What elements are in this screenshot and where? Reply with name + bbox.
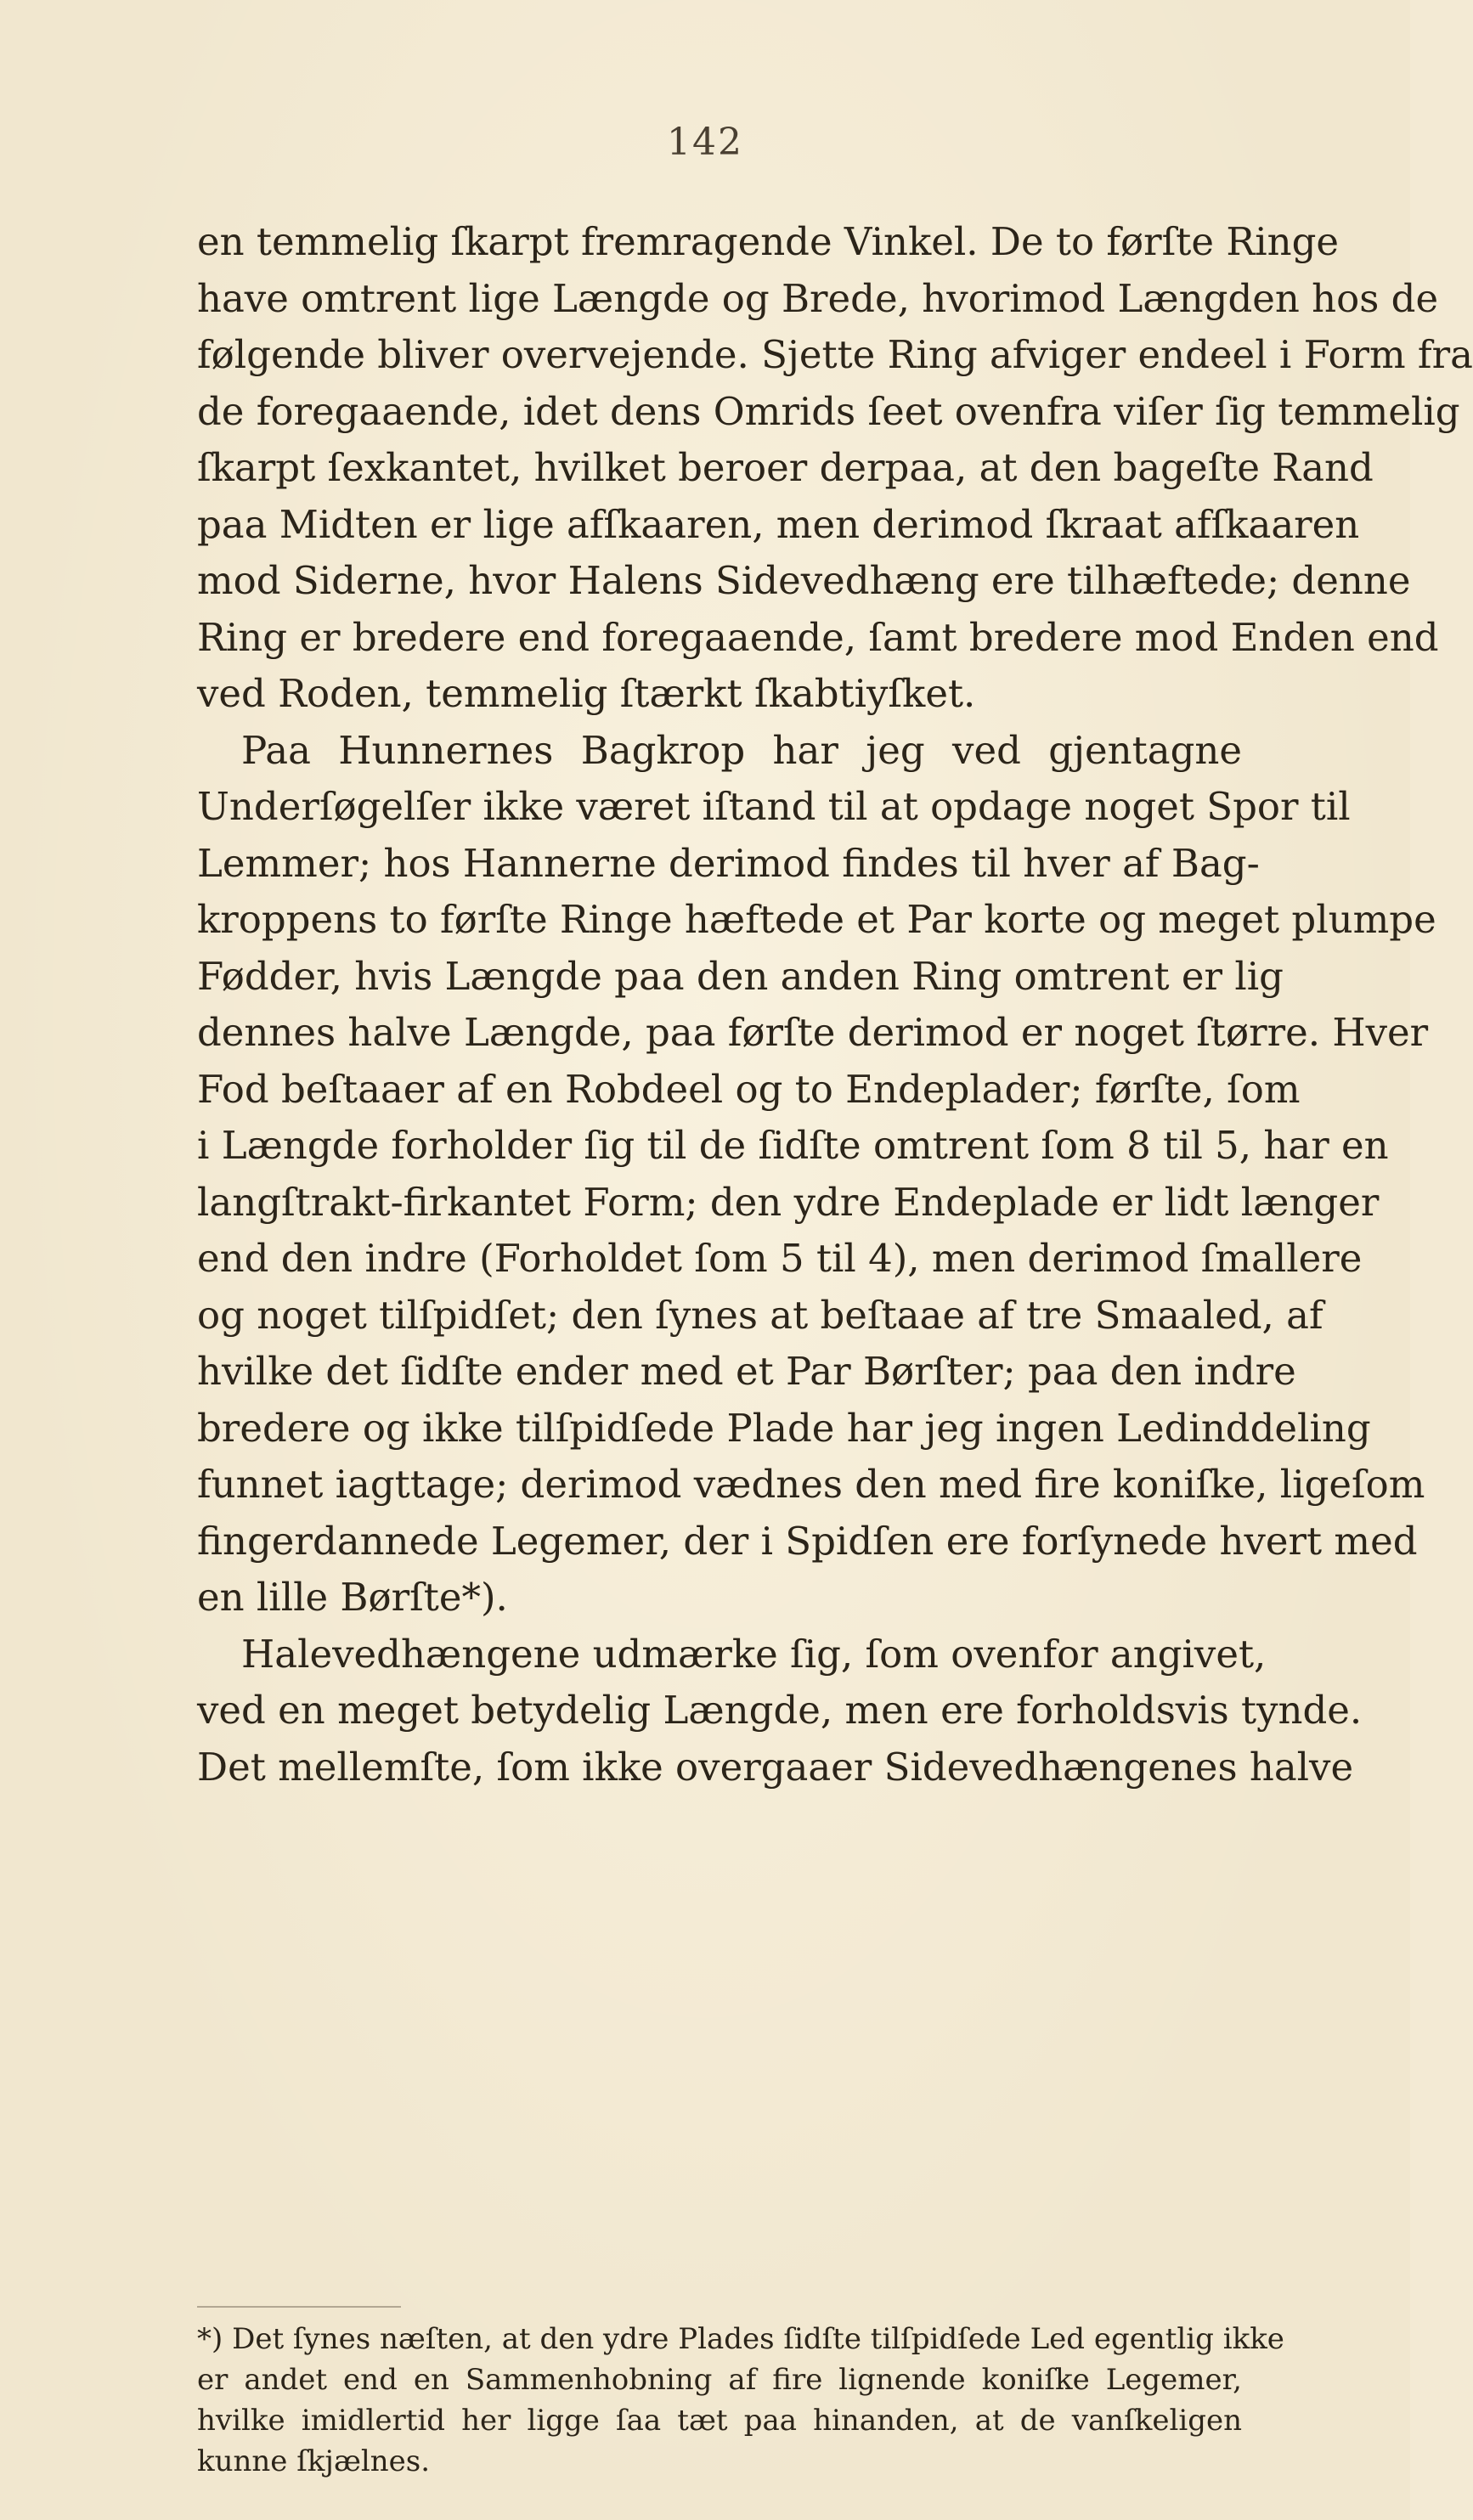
text-line: mod Siderne, hvor Halens Sidevedhæng ere tilhæftede; denne <box>197 558 1411 603</box>
footnote-line: er andet end en Sammenhobning af fire lignende koniſke Legemer, <box>197 2363 1242 2397</box>
footnote-line: *) Det ſynes næſten, at den ydre Plades ſidſte tilſpidſede Led egentlig ikke <box>197 2322 1284 2356</box>
footnote-line: kunne ſkjælnes. <box>197 2444 431 2478</box>
text-line: i Længde forholder ſig til de ſidſte omtrent ſom 8 til 5, har en <box>197 1123 1389 1168</box>
text-line: følgende bliver overvejende. Sjette Ring afviger endeel i Form fra <box>197 332 1473 377</box>
text-line: Fod beſtaaer af en Robdeel og to Endeplader; førſte, ſom <box>197 1066 1301 1112</box>
footnote-line: hvilke imidlertid her ligge ſaa tæt paa hinanden, at de vanſkeligen <box>197 2404 1242 2438</box>
text-line: en temmelig ſkarpt fremragende Vinkel. De to førſte Ringe <box>197 219 1340 264</box>
text-line: fingerdannede Legemer, der i Spidſen ere forſynede hvert med <box>197 1518 1418 1564</box>
text-line: hvilke det ſidſte ender med et Par Børſter; paa den indre <box>197 1349 1296 1394</box>
text-line: Underſøgelſer ikke været iſtand til at opdage noget Spor til <box>197 784 1351 829</box>
text-line: en lille Børſte*). <box>197 1575 508 1620</box>
text-line: ved en meget betydelig Længde, men ere forholdsvis tynde. <box>197 1688 1363 1733</box>
text-line: Lemmer; hos Hannerne derimod findes til hver af Bag- <box>197 840 1260 886</box>
footnote-divider <box>197 2306 401 2308</box>
text-line: de foregaaende, idet dens Omrids ſeet ovenfra viſer ſig temmelig <box>197 388 1460 434</box>
text-line: og noget tilſpidſet; den ſynes at beſtaae af tre Smaaled, af <box>197 1292 1323 1338</box>
text-line: ved Roden, temmelig ſtærkt ſkabtiyſket. <box>197 671 976 716</box>
text-line: langſtrakt-firkantet Form; den ydre Endeplade er lidt længer <box>197 1179 1380 1225</box>
text-line: ſkarpt ſexkantet, hvilket beroer derpaa, at den bageſte Rand <box>197 445 1374 490</box>
page-number: 142 <box>667 121 743 164</box>
text-line: Paa Hunnernes Bagkrop har jeg ved gjentagne <box>241 727 1242 773</box>
body-text <box>197 214 1473 1796</box>
text-line: have omtrent lige Længde og Brede, hvorimod Længden hos de <box>197 275 1439 321</box>
text-line: paa Midten er lige afſkaaren, men derimod ſkraat afſkaaren <box>197 501 1360 547</box>
text-line: dennes halve Længde, paa førſte derimod er noget ſtørre. Hver <box>197 1010 1429 1055</box>
text-line: end den indre (Forholdet ſom 5 til 4), men derimod ſmallere <box>197 1236 1363 1281</box>
text-line: Fødder, hvis Længde paa den anden Ring omtrent er lig <box>197 953 1284 999</box>
text-line: Det mellemſte, ſom ikke overgaaer Sidevedhængenes halve <box>197 1744 1354 1790</box>
text-line: kroppens to førſte Ringe hæftede et Par korte og meget plumpe <box>197 897 1436 942</box>
text-line: funnet iagttage; derimod vædnes den med fire koniſke, ligeſom <box>197 1462 1425 1507</box>
text-line: Ring er bredere end foregaaende, ſamt bredere mod Enden end <box>197 614 1439 660</box>
text-line: bredere og ikke tilſpidſede Plade har jeg ingen Ledinddeling <box>197 1405 1371 1451</box>
footnote <box>197 2319 1284 2482</box>
text-line: Halevedhængene udmærke ſig, ſom ovenfor angivet, <box>241 1631 1267 1677</box>
